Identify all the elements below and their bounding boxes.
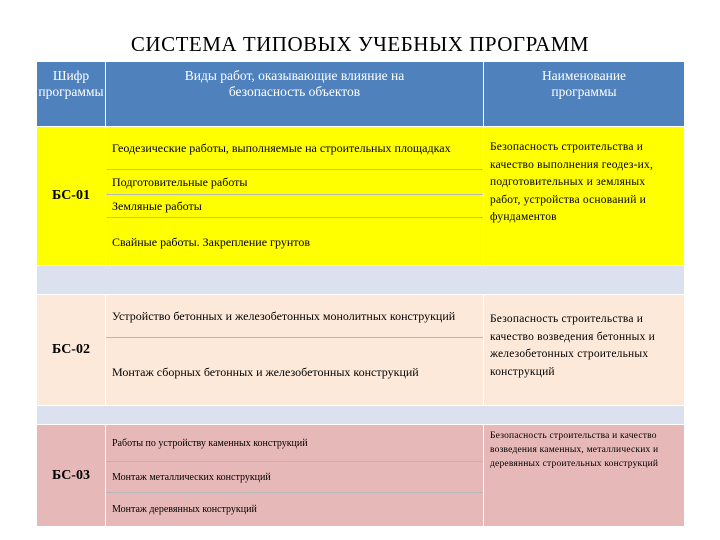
row-divider [106, 169, 483, 170]
work-item-label: Монтаж металлических конструкций [112, 471, 271, 483]
row-separator [37, 266, 684, 294]
work-item-label: Свайные работы. Закрепление грунтов [112, 234, 310, 249]
work-item-label: Подготовительные работы [112, 175, 248, 189]
group-code-label: БС-02 [52, 342, 90, 357]
page-title: СИСТЕМА ТИПОВЫХ УЧЕБНЫХ ПРОГРАММ [130, 32, 590, 56]
row-divider [106, 217, 483, 218]
header-program-label: Наименование программы [541, 68, 627, 99]
work-item [106, 218, 483, 265]
work-item-label: Монтаж сборных бетонных и железобетонных конструкций [112, 364, 419, 379]
program-name-label: Безопасность строительства и качество выполнения геодез-их, подготовительных и земляных работ, устройства оснований и фундаментов [490, 141, 654, 223]
work-item-label: Устройство бетонных и железобетонных монолитных конструкций [112, 309, 456, 323]
program-name-bs01 [484, 127, 684, 265]
work-item [106, 425, 483, 461]
group-code-bs01 [37, 127, 105, 265]
row-divider [106, 337, 483, 338]
program-name-label: Безопасность строительства и качество возведения каменных, металлических и деревянных строительных конструкций [490, 431, 659, 469]
work-item-label: Работы по устройству каменных конструкций [112, 437, 308, 449]
program-name-bs03 [484, 425, 684, 526]
row-divider [106, 194, 483, 195]
header-program [484, 62, 684, 126]
header-works [106, 62, 483, 126]
work-item [106, 295, 483, 337]
work-item [106, 493, 483, 526]
work-item [106, 170, 483, 194]
group-code-bs02 [37, 295, 105, 405]
group-code-bs03 [37, 425, 105, 526]
work-item-label: Земляные работы [112, 199, 202, 213]
header-code [37, 62, 105, 126]
work-item [106, 462, 483, 492]
program-name-bs02 [484, 295, 684, 405]
work-item [106, 195, 483, 217]
header-code-label: Шифр программы [38, 68, 104, 99]
work-item [106, 338, 483, 405]
group-code-label: БС-01 [52, 188, 90, 203]
work-item-label: Геодезические работы, выполняемые на строительных площадках [112, 141, 451, 155]
program-name-label: Безопасность строительства и качество возведения бетонных и железобетонных строительных конструкций [490, 313, 655, 378]
work-item [106, 127, 483, 169]
group-code-label: БС-03 [52, 467, 90, 483]
row-divider [106, 492, 483, 493]
row-separator [37, 406, 684, 424]
work-item-label: Монтаж деревянных конструкций [112, 504, 257, 515]
header-works-label: Виды работ, оказывающие влияние на безопасность объектов [184, 68, 405, 99]
row-divider [106, 461, 483, 462]
